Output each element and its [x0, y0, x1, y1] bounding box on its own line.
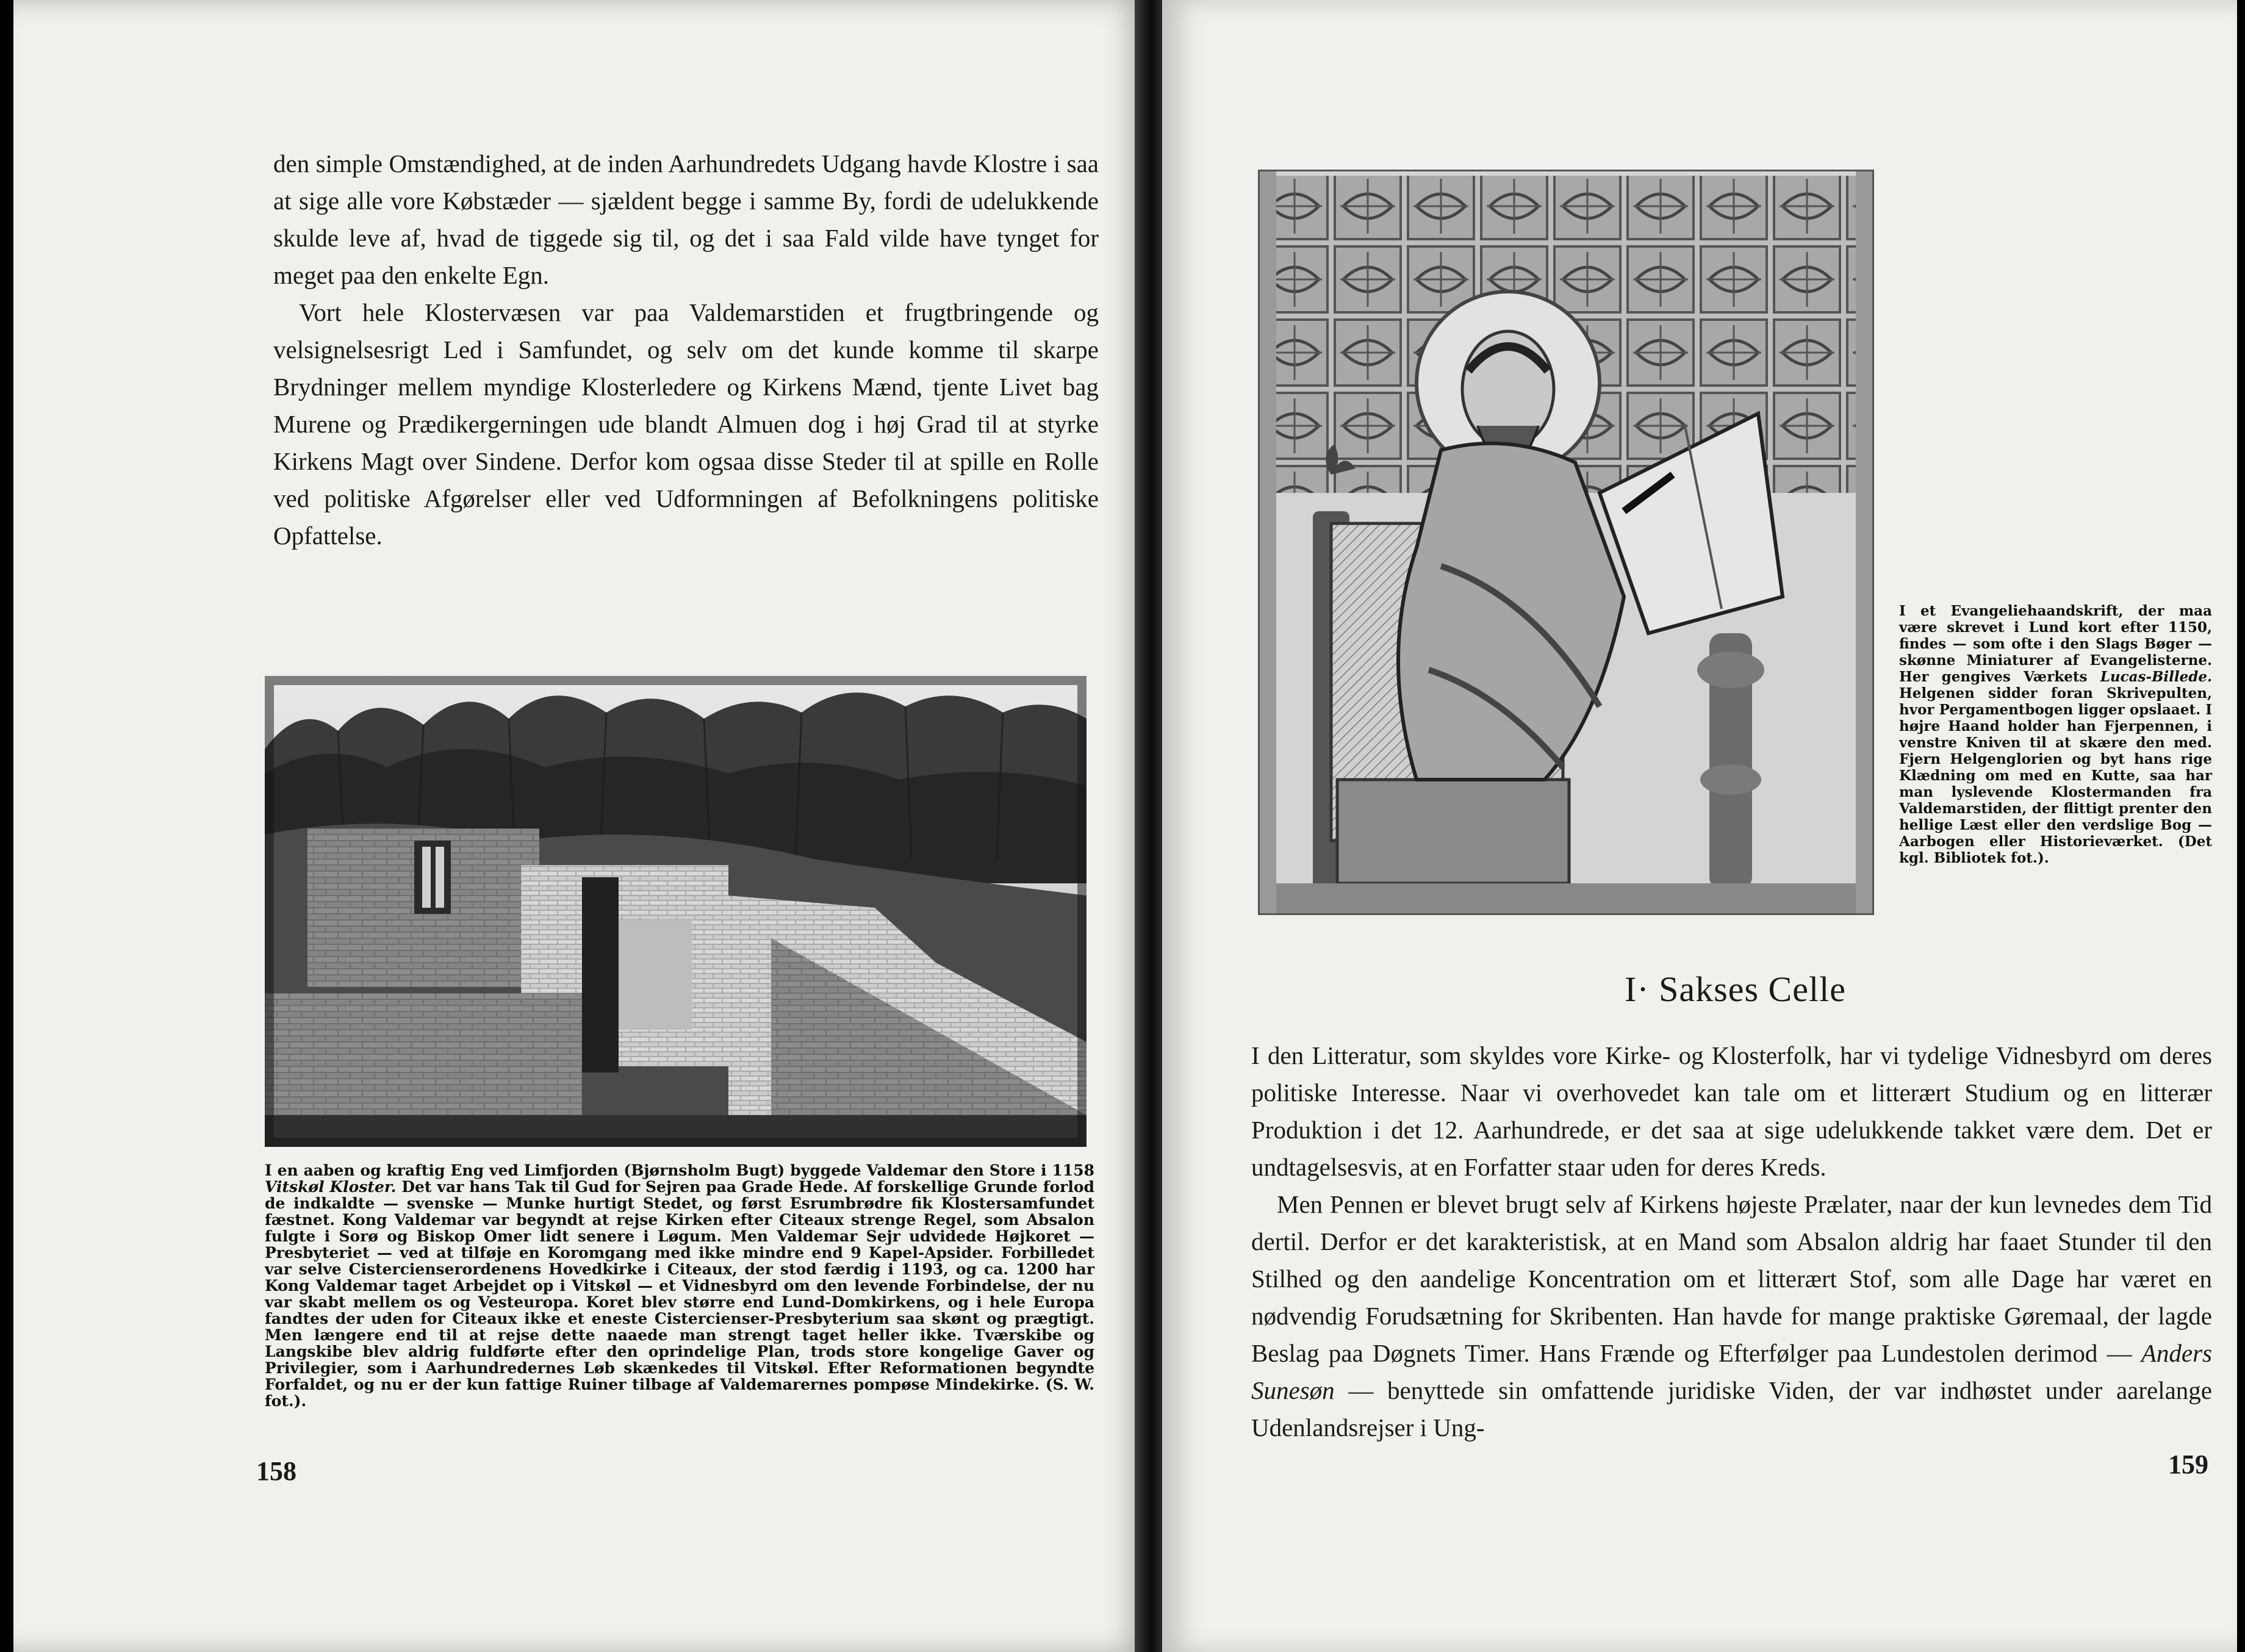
right-paragraph-2 [1251, 1186, 2212, 1446]
right-caption-before: I et Evangeliehaandskrift, der maa være skrevet i Lund kort efter 1150, findes — som ofte i den Slags Bøger — skønne Miniaturer af Evangelisterne. Her gengives Værkets [1899, 603, 2212, 685]
right-caption-italic: Lucas-Billede. [2100, 669, 2212, 685]
right-page-number: 159 [2168, 1449, 2208, 1479]
right-caption-after: Helgenen sidder foran Skrivepulten, hvor Pergamentbogen ligger opslaaet. I højre Haand holder han Fjerpennen, i venstre Kniven til at skære den med. Fjern Helgenglorien og byt hans rige Klædning om med en Kutte, saa har man lyslevende Klostermanden fra Valdemarstiden, der flittigt prenter den hellige Læst eller den verdslige Bog — Aarbogen eller Historieværket. (Det kgl. Bibliotek fot.). [1899, 685, 2212, 866]
left-caption-after: Det var hans Tak til Gud for Sejren paa Grade Hede. Af forskellige Grunde forlod de indkaldte — svenske — Munke hurtigt Stedet, og først Esrumbrødre fik Klostersamfundet fæstnet. Kong Valdemar var begyndt at rejse Kirken efter Citeaux strenge Regel, som Absalon fulgte i Sorø og Biskop Omer lidt senere i Løgum. Men Valdemar Sejr udvidede Højkoret — Presbyteriet — ved at tilføje en Koromgang med ikke mindre end 9 Kapel-Apsider. Forbilledet var selve Cistercienserordenens Hovedkirke i Citeaux, der stod færdig i 1193, og ca. 1200 har Kong Valdemar taget Arbejdet op i Vitskøl — et Vidnesbyrd om den levende Forbindelse, der nu var skabt mellem os og Vesteuropa. Koret blev større end Lund-Domkirkens, og i hele Europa fandtes der uden for Citeaux ikke et eneste Cistercienser-Presbyterium saa skønt og prægtigt. Men længere end til at rejse dette naaede man strengt taget heller ikke. Tværskibe og Langskibe blev aldrig fuldførte efter den oprindelige Plan, trods store kongelige Gaver og Privilegier, som i Aarhundredernes Løb skænkedes til Vitskøl. Efter Reformationen begyndte Forfaldet, og nu er der kun fattige Ruiner tilbage af Valdemarernes pompøse Mindekirke. (S. W. fot.). [265, 1178, 1094, 1410]
right-paragraph-1: I den Litteratur, som skyldes vore Kirke- og Klosterfolk, har vi tydelige Vidnesbyrd om deres politiske Interesse. Naar vi overhovedet kan tale om et litterært Studium og en litterær Produktion i det 12. Aarhundrede, er det saa at sige udelukkende takket være dem. Det er undtagelsesvis, at en Forfatter staar uden for deres Kreds. [1251, 1041, 2212, 1181]
book-spine [1135, 0, 1162, 1652]
lucas-miniature-image [1258, 170, 1874, 915]
right-body-text [1251, 1037, 2212, 1446]
left-caption-text [265, 1162, 1094, 1409]
left-paragraph-2: Vort hele Klostervæsen var paa Valdemarstiden et frugtbringende og velsignelsesrigt Led i Samfundet, og selv om det kunde komme til skarpe Brydninger mellem myndige Klosterledere og Kirkens Mænd, tjente Livet bag Murene og Prædikergerningen ude blandt Almuen dog i høj Grad til at styrke Kirkens Magt over Sindene. Derfor kom ogsaa disse Steder til at spille en Rolle ved politiske Afgørelser eller ved Udformningen af Befolkningens politiske Opfattelse. [273, 298, 1099, 550]
chapter-title: I· Sakses Celle [1625, 969, 1846, 1009]
left-body-text [273, 145, 1099, 555]
left-photo-caption [265, 1162, 1094, 1409]
right-paragraph-2-before: Men Pennen er blevet brugt selv af Kirkens højeste Prælater, naar der kun levnedes dem Tid dertil. Derfor er det karakteristisk, at en Mand som Absalon aldrig har faaet Stunder til den Stilhed og den aandelige Koncentration om et litterært Stof, som alle Dage har været en nødvendig Forudsætning for Skribenten. Han havde for mange praktiske Gøremaal, der lagde Beslag paa Døgnets Timer. Hans Frænde og Efterfølger paa Lundestolen derimod — [1251, 1190, 2212, 1367]
right-caption-text [1899, 603, 2212, 866]
left-caption-before: I en aaben og kraftig Eng ved Limfjorden (Bjørnsholm Bugt) byggede Valdemar den Store i 1158 [265, 1162, 1094, 1179]
vitskol-ruins-photo [265, 676, 1087, 1147]
left-page [13, 0, 1147, 1652]
left-caption-italic: Vitskøl Kloster. [265, 1178, 397, 1196]
left-paragraph-1: den simple Omstændighed, at de inden Aarhundredets Udgang havde Klostre i saa at sige alle vore Købstæder — sjældent begge i samme By, fordi de udelukkende skulde leve af, hvad de tiggede sig til, og det i saa Fald vilde have tynget for meget paa den enkelte Egn. [273, 149, 1099, 289]
right-paragraph-2-italic: Anders Sunesøn [1251, 1339, 2212, 1404]
left-page-number: 158 [256, 1456, 296, 1486]
right-paragraph-2-after: — benyttede sin omfattende juridiske Viden, der var indhøstet under aarelange Udenlandsrejser i Ung- [1251, 1376, 2212, 1442]
right-page [1162, 0, 2237, 1652]
right-image-caption [1899, 603, 2212, 866]
